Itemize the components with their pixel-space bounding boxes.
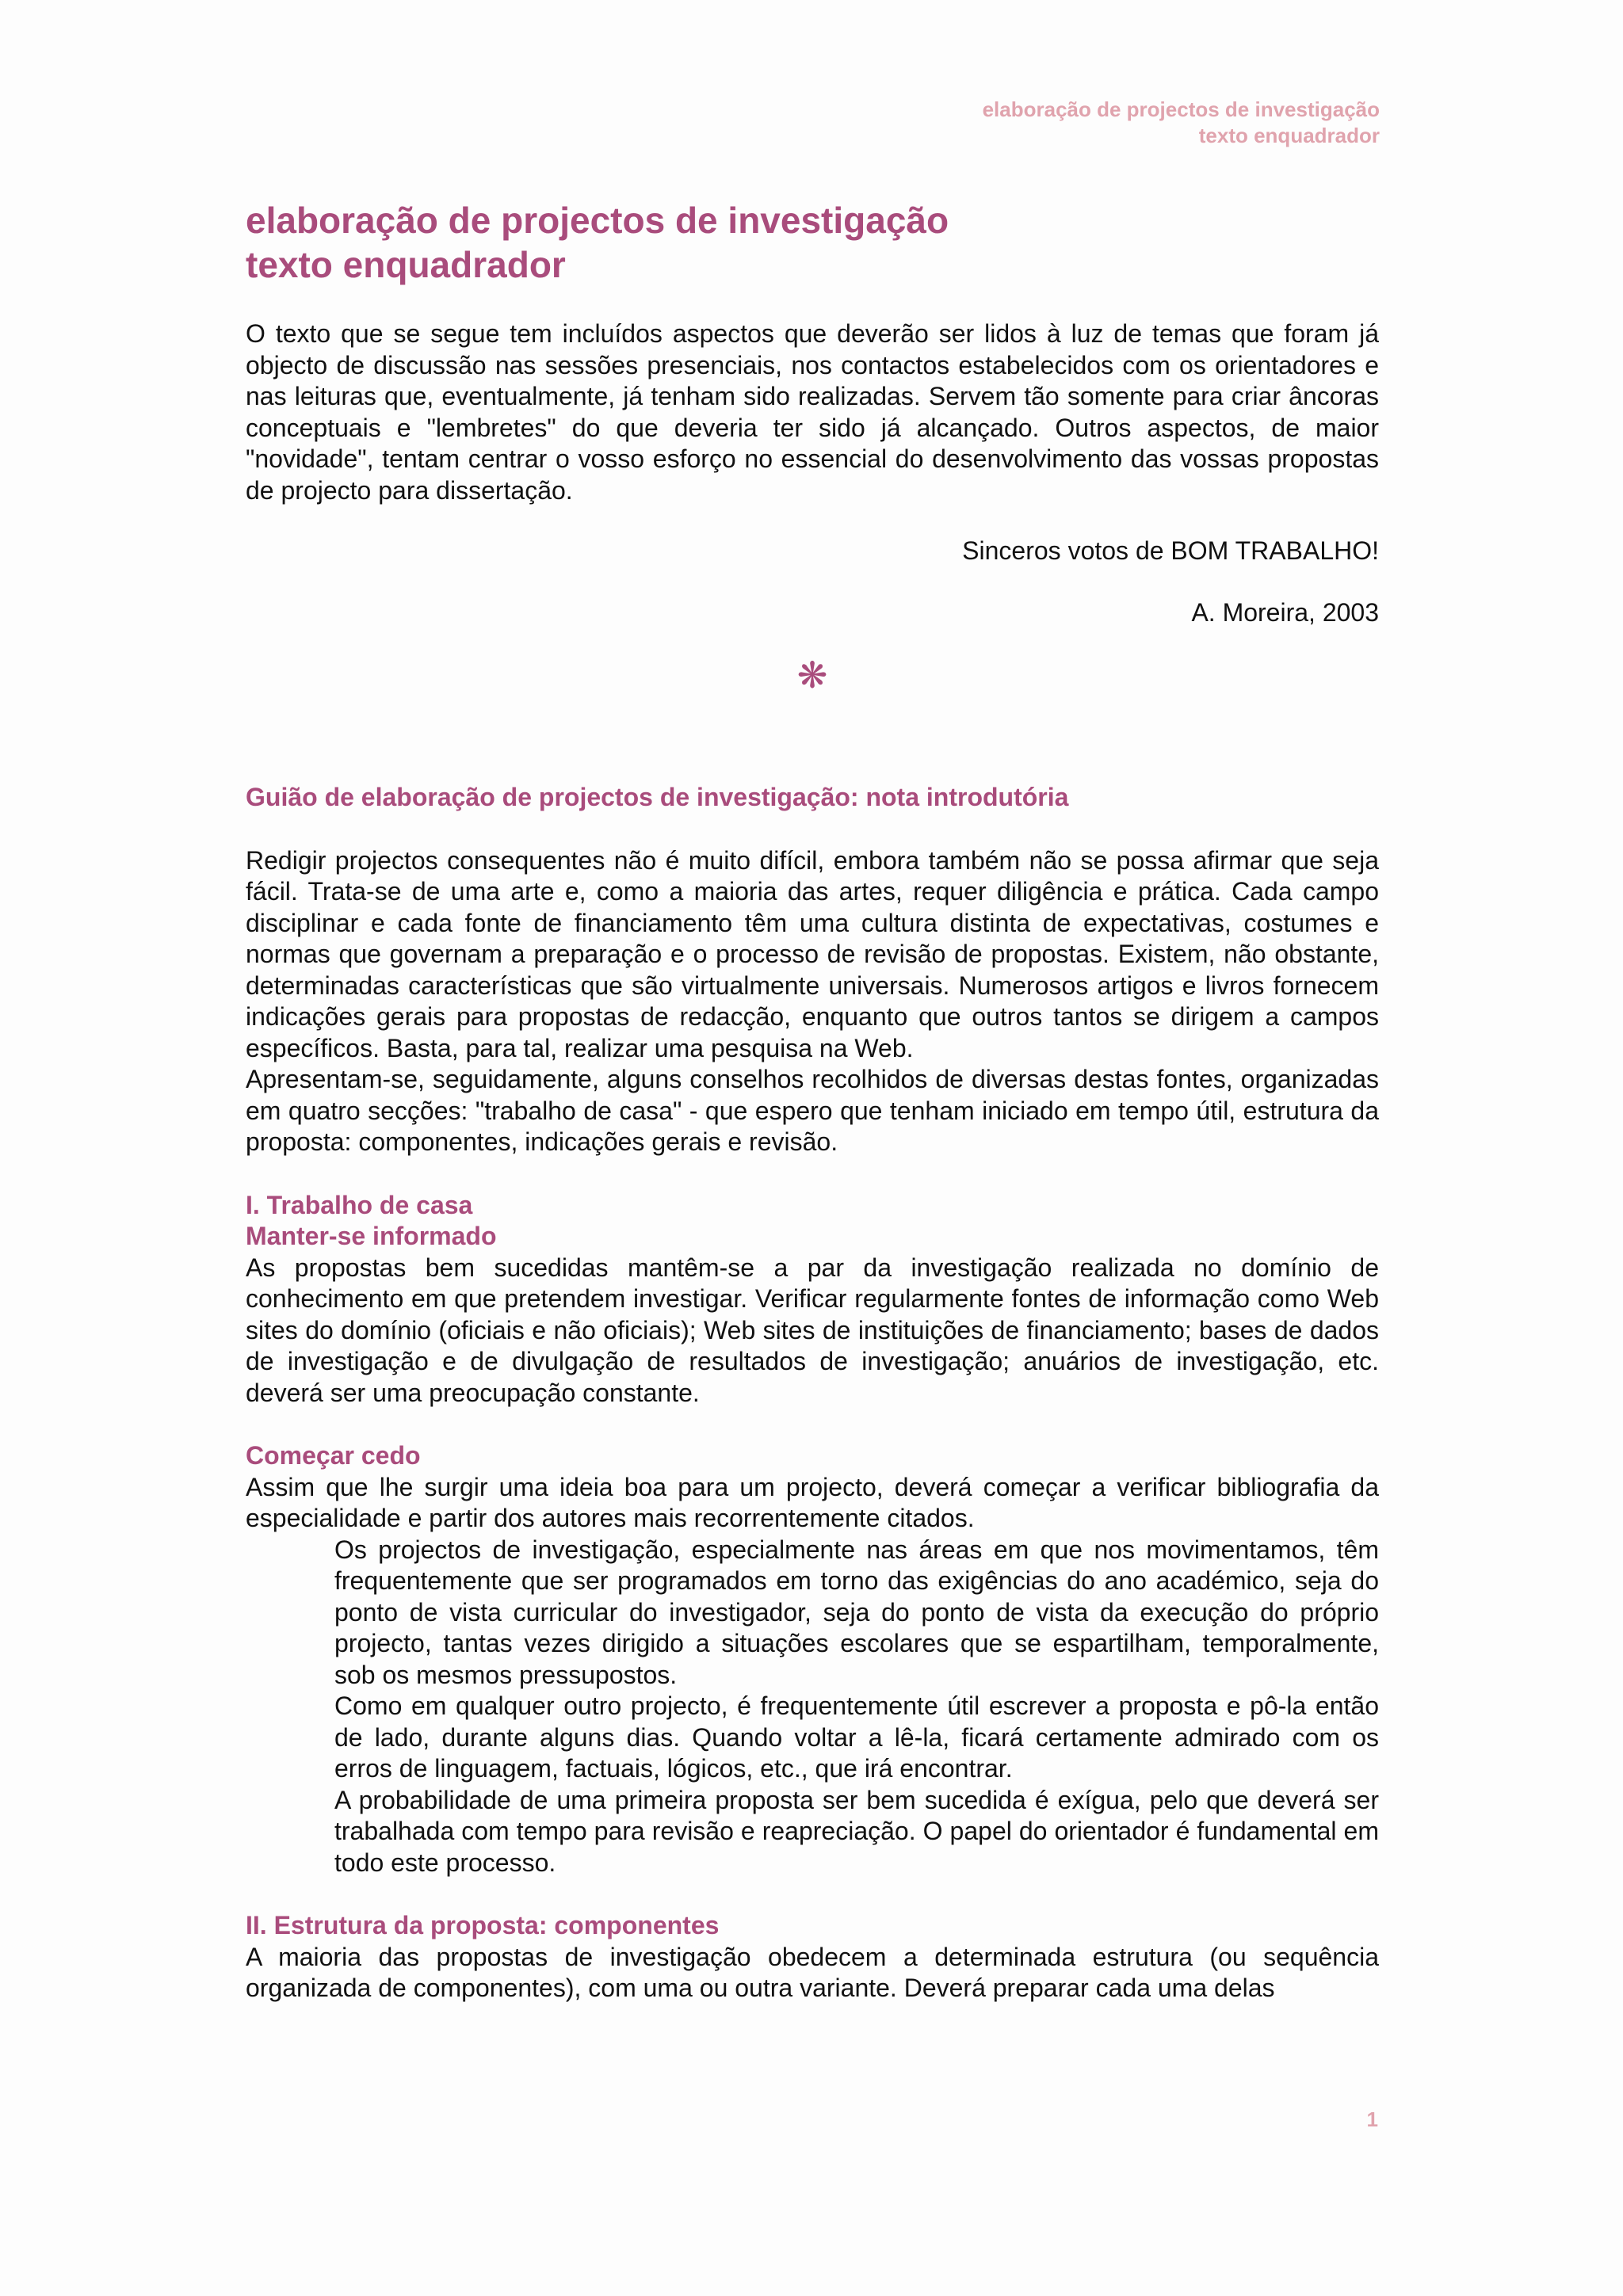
guide-paragraph-2: Apresentam-se, seguidamente, alguns conselhos recolhidos de diversas destas fontes, organizadas em quatro secções: "trabalho de casa" - que espero que tenham iniciado em tempo útil, estrutura da proposta: componentes, indicações gerais e revisão.: [246, 1065, 1379, 1156]
subsection-start-early-heading: Começar cedo: [246, 1441, 421, 1470]
intro-paragraph: O texto que se segue tem incluídos aspectos que deverão ser lidos à luz de temas que foram já objecto de discussão nas sessões presenciais, nos contactos estabelecidos com os orientadores e nas leituras que, eventualmente, já tenham sido realizadas. Servem tão somente para criar âncoras conceptuais e "lembretes" do que deveria ter sido já alcançado. Outros aspectos, de maior "novidade", tentam centrar o vosso esforço no essencial do desenvolvimento das vossas propostas de projecto para dissertação.: [246, 319, 1379, 505]
document-title-line1: elaboração de projectos de investigação: [246, 200, 949, 241]
subsection-stay-informed-heading: Manter-se informado: [246, 1222, 497, 1250]
guide-heading: Guião de elaboração de projectos de investigação: nota introdutória: [246, 783, 1069, 811]
document-body: [246, 198, 1379, 2004]
page-number: 1: [1366, 2107, 1378, 2131]
indented-paragraph-3: A probabilidade de uma primeira proposta ser bem sucedida é exígua, pelo que deverá ser trabalhada com tempo para revisão e reapreciação. O papel do orientador é fundamental em todo este processo.: [334, 1785, 1379, 1877]
document-title-line2: texto enquadrador: [246, 244, 566, 285]
guide-paragraph-1: Redigir projectos consequentes não é muito difícil, embora também não se possa afirmar que seja fácil. Trata-se de uma arte e, como a maioria das artes, requer diligência e prática. Cada campo disciplinar e cada fonte de financiamento têm uma cultura distinta de expectativas, costumes e normas que governam a preparação e o processo de revisão de propostas. Existem, não obstante, determinadas características que são virtualmente universais. Numerosos artigos e livros fornecem indicações gerais para propostas de redacção, enquanto que outros tantos se dirigem a campos específicos. Basta, para tal, realizar uma pesquisa na Web.: [246, 845, 1379, 1062]
subsection-start-early-text: Assim que lhe surgir uma ideia boa para um projecto, deverá começar a verificar bibliografia da especialidade e partir dos autores mais recorrentemente citados.: [246, 1472, 1379, 1532]
section-2-heading: II. Estrutura da proposta: componentes: [246, 1911, 720, 1939]
running-header-line1: elaboração de projectos de investigação: [982, 97, 1380, 121]
wishes-line: Sinceros votos de BOM TRABALHO!: [962, 536, 1379, 565]
section-1-heading: I. Trabalho de casa: [246, 1190, 473, 1219]
flower-ornament-icon: ❋: [796, 654, 828, 696]
indented-paragraph-2: Como em qualquer outro projecto, é frequentemente útil escrever a proposta e pô-la então de lado, durante alguns dias. Quando voltar a lê-la, ficará certamente admirado com os erros de linguagem, factuais, lógicos, etc., que irá encontrar.: [334, 1691, 1379, 1783]
indented-paragraph-1: Os projectos de investigação, especialmente nas áreas em que nos movimentamos, têm frequentemente que ser programados em torno das exigências do ano académico, seja do ponto de vista curricular do investigador, seja do ponto de vista da execução do próprio projecto, tantas vezes dirigido a situações escolares que se espartilham, temporalmente, sob os mesmos pressupostos.: [334, 1535, 1379, 1689]
author-signature: A. Moreira, 2003: [1191, 597, 1379, 627]
running-header: [983, 97, 1380, 149]
section-2-text: A maioria das propostas de investigação obedecem a determinada estrutura (ou sequência organizada de componentes), com uma ou outra variante. Deverá preparar cada uma delas: [246, 1942, 1379, 2002]
document-title: [246, 198, 1379, 287]
running-header-line2: texto enquadrador: [1198, 124, 1380, 147]
subsection-stay-informed-text: As propostas bem sucedidas mantêm-se a par da investigação realizada no domínio de conhecimento em que pretendem investigar. Verificar regularmente fontes de informação como Web sites do domínio (oficiais e não oficiais); Web sites de instituições de financiamento; bases de dados de investigação e de divulgação de resultados de investigação; anuários de investigação, etc. deverá ser uma preocupação constante.: [246, 1253, 1379, 1407]
